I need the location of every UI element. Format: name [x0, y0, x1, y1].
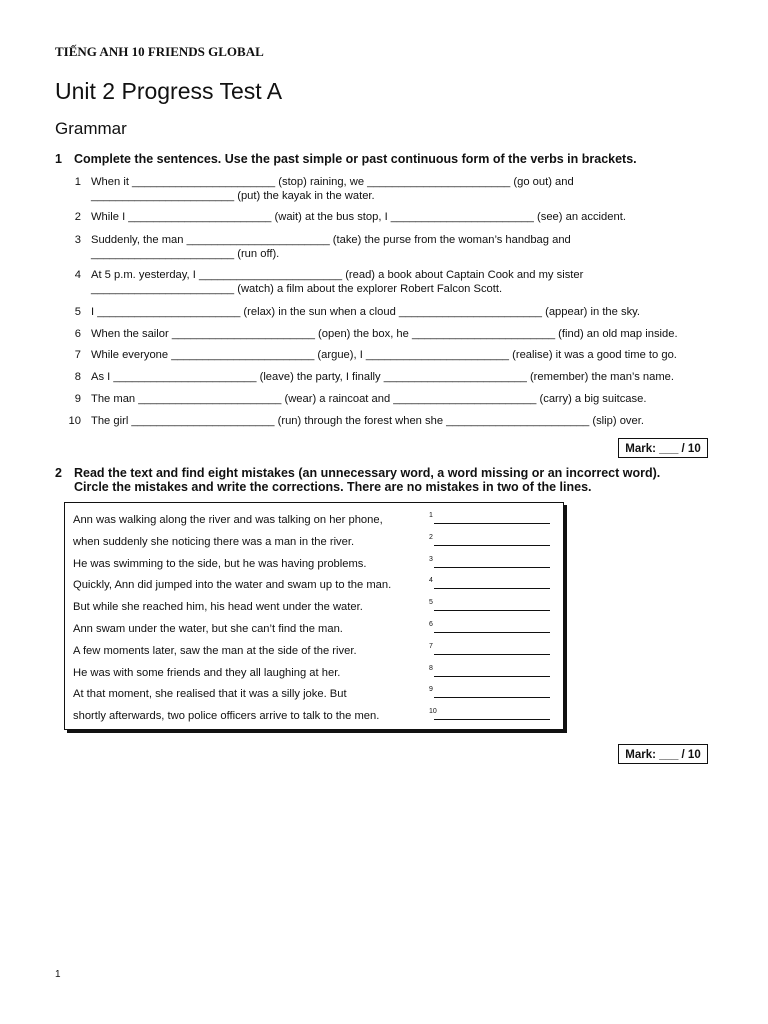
question-instruction: Complete the sentences. Use the past simple or past continuous form of the verbs in brackets.: [74, 152, 637, 166]
mark-box-q1: Mark: ___ / 10: [618, 438, 708, 458]
item-line: _______________________ (watch) a film about the explorer Robert Falcon Scott.: [91, 283, 503, 295]
item-line: When the sailor _______________________ (open) the box, he _______________________ (find) an old map inside.: [91, 328, 678, 340]
item-text: [91, 175, 711, 203]
answer-line[interactable]: [434, 523, 550, 524]
text-line: At that moment, she realised that it was a silly joke. But: [73, 688, 347, 701]
item-text: [91, 327, 711, 341]
text-line: He was swimming to the side, but he was having problems.: [73, 557, 367, 570]
item-text: [91, 233, 711, 261]
question-number: 1: [55, 152, 62, 166]
item-number: 7: [74, 349, 81, 361]
item-number: 2: [74, 211, 81, 223]
instruction-line: Circle the mistakes and write the corrections. There are no mistakes in two of the lines.: [74, 480, 592, 494]
item-number: 5: [74, 306, 81, 318]
item-number: 1: [74, 176, 81, 188]
item-text: [91, 370, 711, 384]
item-number: 10: [68, 415, 81, 427]
item-number: 8: [74, 371, 81, 383]
answer-number: 8: [429, 664, 433, 672]
item-line: The man _______________________ (wear) a raincoat and _______________________ (carry) a big suitcase.: [91, 393, 647, 405]
item-text: [91, 268, 711, 296]
answer-line[interactable]: [434, 545, 550, 546]
text-line: Quickly, Ann did jumped into the water and swam up to the man.: [73, 579, 392, 592]
item-line: Suddenly, the man _______________________ (take) the purse from the woman’s handbag and: [91, 234, 571, 246]
item-line: The girl _______________________ (run) through the forest when she _______________________ (slip) over.: [91, 415, 644, 427]
answer-line[interactable]: [434, 654, 550, 655]
answer-number: 9: [429, 686, 433, 694]
instruction-line: Read the text and find eight mistakes (an unnecessary word, a word missing or an incorrect word).: [74, 466, 661, 480]
page-title: Unit 2 Progress Test A: [55, 78, 283, 104]
answer-number: 3: [429, 555, 433, 563]
item-number: 9: [74, 393, 81, 405]
answer-number: 4: [429, 577, 433, 585]
text-line: when suddenly she noticing there was a man in the river.: [73, 535, 355, 548]
text-line: But while she reached him, his head went under the water.: [73, 601, 363, 614]
answer-number: 10: [429, 708, 437, 716]
answer-line[interactable]: [434, 676, 550, 677]
item-number: 6: [74, 328, 81, 340]
item-text: [91, 414, 711, 428]
item-line: I _______________________ (relax) in the sun when a cloud _______________________ (appear) in the sky.: [91, 306, 641, 318]
text-line: He was with some friends and they all laughing at her.: [73, 666, 341, 679]
answer-line[interactable]: [434, 697, 550, 698]
answer-number: 6: [429, 621, 433, 628]
answer-number: 1: [429, 512, 433, 519]
item-text: [91, 348, 711, 362]
answer-number: 5: [429, 599, 433, 607]
item-line: While everyone _______________________ (argue), I _______________________ (realise) it was a good time to go.: [91, 349, 677, 361]
item-text: [91, 305, 711, 319]
text-line: shortly afterwards, two police officers arrive to talk to the men.: [73, 710, 380, 723]
mark-box-q2: Mark: ___ / 10: [618, 744, 708, 764]
answer-line[interactable]: [434, 610, 550, 611]
book-header: TIẾNG ANH 10 FRIENDS GLOBAL: [55, 44, 264, 59]
item-line: As I _______________________ (leave) the party, I finally _______________________ (remember) the man’s name.: [91, 371, 674, 383]
question-instruction: [74, 466, 714, 494]
item-line: While I _______________________ (wait) at the bus stop, I _______________________ (see) an accident.: [91, 211, 626, 223]
item-number: 4: [74, 269, 81, 281]
page-number: 1: [55, 969, 61, 980]
item-text: [91, 392, 711, 406]
section-title: Grammar: [55, 119, 127, 138]
answer-number: 2: [429, 533, 433, 541]
text-line: Ann swam under the water, but she can’t find the man.: [73, 623, 343, 635]
answer-line[interactable]: [434, 719, 550, 720]
answer-line[interactable]: [434, 588, 550, 589]
question-number: 2: [55, 466, 62, 480]
item-text: [91, 210, 711, 224]
answer-line[interactable]: [434, 632, 550, 633]
item-line: _______________________ (put) the kayak in the water.: [91, 190, 375, 202]
item-line: When it _______________________ (stop) raining, we _______________________ (go out) and: [91, 176, 574, 188]
item-number: 3: [74, 234, 81, 246]
item-line: _______________________ (run off).: [91, 248, 280, 260]
answer-line[interactable]: [434, 567, 550, 568]
item-line: At 5 p.m. yesterday, I _______________________ (read) a book about Captain Cook and my sister: [91, 269, 584, 281]
answer-number: 7: [429, 642, 433, 650]
text-box: [64, 502, 564, 730]
text-line: Ann was walking along the river and was talking on her phone,: [73, 514, 383, 526]
text-line: A few moments later, saw the man at the side of the river.: [73, 644, 357, 657]
